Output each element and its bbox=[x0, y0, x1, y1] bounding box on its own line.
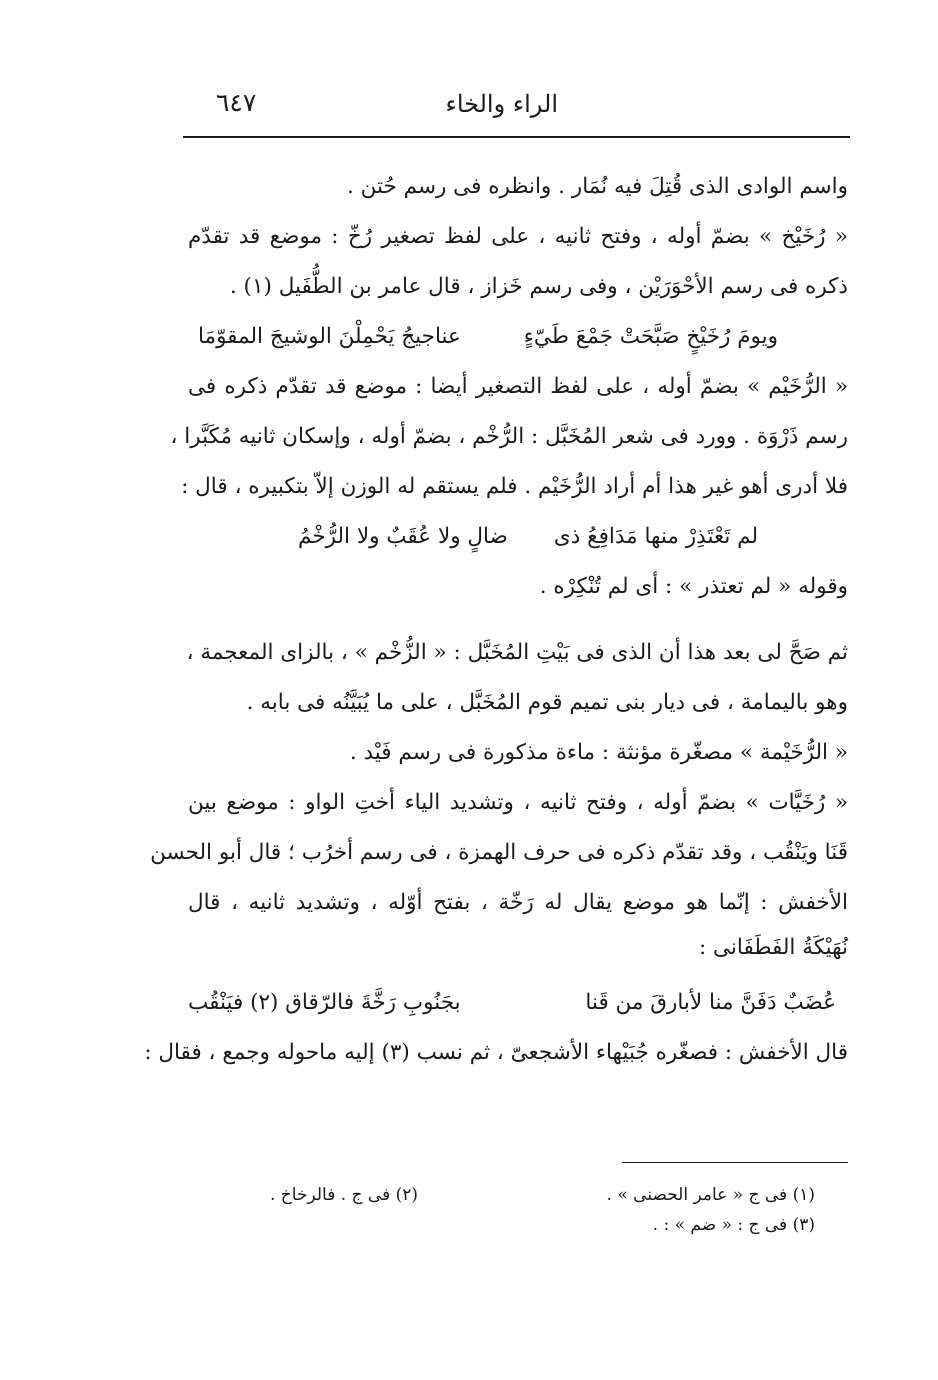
footnote-row bbox=[270, 1210, 815, 1240]
running-title: الراء والخاء bbox=[445, 90, 558, 118]
page-header bbox=[188, 88, 848, 128]
footnote-rule bbox=[622, 1162, 848, 1163]
text-line: ذكره فى رسم الأحْوَرَيْن ، وفى رسم خَزاز ، قال عامر بن الطُّفَيل (١) . bbox=[229, 274, 848, 299]
page-number: ٦٤٧ bbox=[216, 88, 257, 117]
verse-line bbox=[188, 978, 848, 1028]
verse-first-hemistich: عُضَبٌ دَفَنَّ منا لأبارقَ من قَنا bbox=[585, 990, 836, 1015]
verse-second-hemistich: بجَنُوبِ رَخَّةَ فالرّقاق (٢) فيَنْقُب bbox=[188, 990, 461, 1015]
footnote-3: (٣) فى ج : « ضم » : . bbox=[652, 1215, 815, 1235]
entry-rukhaym: « الرُّخَيْم » بضمّ أوله ، على لفظ التصغير أيضا : موضع قد تقدّم ذكره فى bbox=[188, 374, 848, 399]
text-line: وهو باليمامة ، فى ديار بنى تميم قوم المُخَبَّل ، على ما يُبَيَّنُه فى بابه . bbox=[246, 690, 848, 715]
text-line: واسم الوادى الذى قُتِلَ فيه نُمَار . وانظره فى رسم حُتن . bbox=[346, 174, 848, 199]
text-line: الأخفش : إنّما هو موضع يقال له رَخّة ، بفتح أوّله ، وتشديد ثانيه ، قال bbox=[188, 890, 848, 915]
paragraph-gap bbox=[188, 612, 848, 628]
footnote-2: (٢) فى ج . فالرخاخ . bbox=[270, 1185, 419, 1205]
verse-first-hemistich: لم تَعْتَذِرْ منها مَدَافِعُ ذى bbox=[553, 524, 758, 549]
entry-rukhayma: « الرُّخَيْمة » مصغّرة مؤنثة : ماءة مذكورة فى رسم فَيْد . bbox=[349, 740, 848, 765]
footnote-1: (١) فى ج « عامر الحصنى » . bbox=[606, 1185, 815, 1205]
text-line: نُهَيْكَةُ الفَطَفَانى : bbox=[698, 935, 848, 960]
text-line: وقوله « لم تعتذر » : أى لم تُنْكِرْه . bbox=[539, 574, 848, 599]
footnote-row bbox=[270, 1180, 815, 1210]
header-rule bbox=[183, 136, 850, 138]
verse-line bbox=[188, 312, 848, 362]
text-line: فلا أدرى أهو غير هذا أم أراد الرُّخَيْم . فلم يستقم له الوزن إلاّ بتكبيره ، قال : bbox=[181, 474, 848, 499]
verse-first-hemistich: ويومَ رُخَيْخٍ صَبَّحَتْ جَمْعَ طَيّءٍ bbox=[523, 324, 778, 349]
text-line: ثم صَحَّ لى بعد هذا أن الذى فى بَيْتِ المُخَبَّل : « الزُّخْم » ، بالزاى المعجمة ، bbox=[186, 640, 848, 665]
verse-second-hemistich: عناجيجُ يَحْمِلْنَ الوشيجَ المقوّمَا bbox=[198, 324, 461, 349]
verse-line bbox=[188, 512, 848, 562]
text-line: قال الأخفش : فصغّره جُبَيْهاء الأشجعىّ ، ثم نسب (٣) إليه ماحوله وجمع ، فقال : bbox=[144, 1040, 848, 1065]
text-line: قَنَا ويَنْقُب ، وقد تقدّم ذكره فى حرف الهمزة ، فى رسم أخرُب ؛ قال أبو الحسن bbox=[150, 840, 848, 865]
footnotes bbox=[270, 1180, 815, 1240]
entry-rukhaykh: « رُخَيْخ » بضمّ أوله ، وفتح ثانيه ، على لفظ تصغير رُخّ : موضع قد تقدّم bbox=[188, 224, 848, 249]
paragraph-gap bbox=[188, 968, 848, 978]
text-line: رسم ذَرْوَة . وورد فى شعر المُخَبَّل : الرُّخْم ، بضمّ أوله ، وإسكان ثانيه مُكَبَّرا ، bbox=[170, 424, 848, 449]
main-text bbox=[144, 162, 848, 1078]
entry-rukhayyat: « رُخَيَّات » بضمّ أوله ، وفتح ثانيه ، وتشديد الياء أختِ الواو : موضع بين bbox=[188, 790, 848, 815]
verse-second-hemistich: ضالٍ ولا عُقَبٌ ولا الرُّخْمُ bbox=[298, 524, 508, 549]
